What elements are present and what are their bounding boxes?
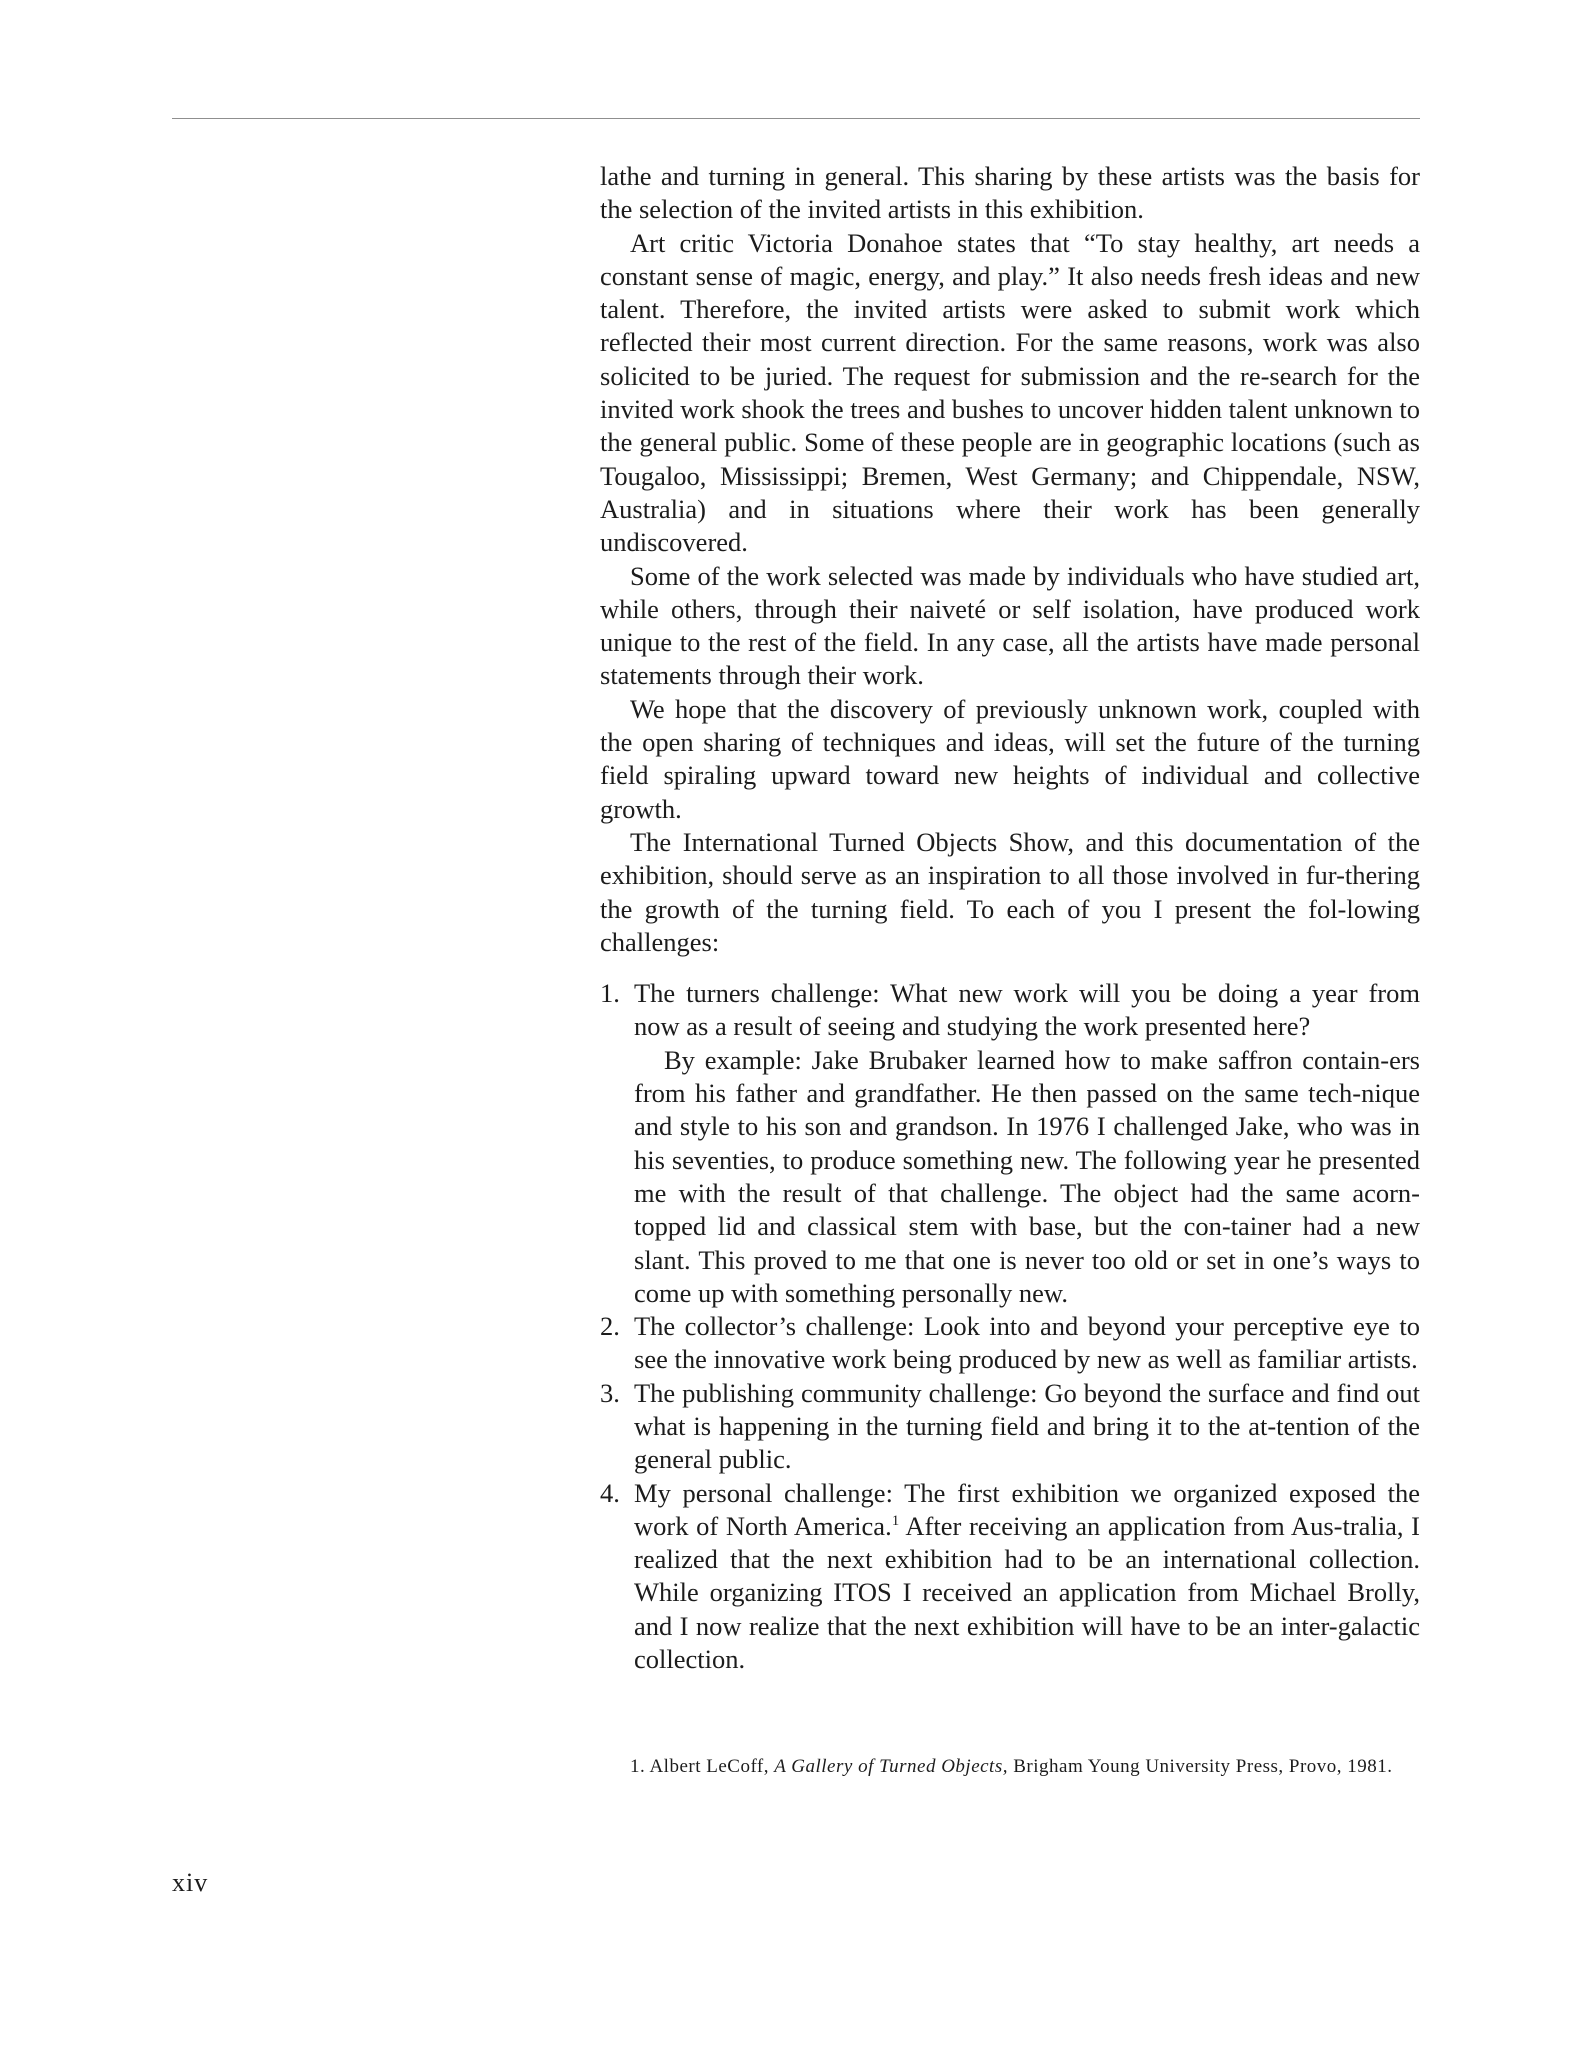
challenge-item — [600, 977, 1420, 1310]
footnote-rest: Brigham Young University Press, Provo, 1981. — [1007, 1756, 1393, 1777]
challenge-text — [634, 1477, 1420, 1677]
paragraph: The International Turned Objects Show, and this documentation of the exhibition, should serve as an inspiration to all those involved in fur-thering the growth of the turning field. To each of you I present the fol-lowing challenges: — [600, 826, 1420, 957]
challenge-text: The turners challenge: What new work will you be doing a year from now as a result of seeing and studying the work presented here? — [634, 978, 1420, 1042]
challenge-number: 1. — [600, 978, 620, 1009]
header-rule — [172, 118, 1420, 119]
paragraph: Some of the work selected was made by individuals who have studied art, while others, through their naiveté or self isolation, have produced work unique to the rest of the field. In any case, all the artists have made personal statements through their work. — [600, 560, 1420, 691]
challenge-number: 4. — [600, 1477, 620, 1508]
challenge-list — [600, 977, 1420, 1676]
challenge-text: The collector’s challenge: Look into and beyond your perceptive eye to see the innovative work being produced by new as well as familiar artists. — [634, 1311, 1420, 1375]
challenge-text-part: After receiving an application from Aus-tralia, I realized that the next exhibition had to be an international collection. While organizing ITOS I received an application from Michael Brolly, and I now realize that the next exhibition will have to be an inter-galactic collection. — [634, 1510, 1420, 1675]
paragraph: Art critic Victoria Donahoe states that “To stay healthy, art needs a constant sense of magic, energy, and play.” It also needs fresh ideas and new talent. Therefore, the invited artists were asked to submit work which reflected their most current direction. For the same reasons, work was also solicited to be juried. The request for submission and the re-search for the invited work shook the trees and bushes to uncover hidden talent unknown to the general public. Some of these people are in geographic locations (such as Tougaloo, Mississippi; Bremen, West Germany; and Chippendale, NSW, Australia) and in situations where their work has been generally undiscovered. — [600, 227, 1420, 558]
challenge-number: 2. — [600, 1311, 620, 1342]
challenge-text: The publishing community challenge: Go beyond the surface and find out what is happening in the turning field and bring it to the at-tention of the general public. — [634, 1377, 1420, 1475]
footnote-marker: 1. Albert LeCoff, — [630, 1756, 775, 1777]
challenge-text-part: My personal challenge: The first exhibition we organized exposed the work of North America. — [634, 1477, 1420, 1541]
paragraph: We hope that the discovery of previously unknown work, coupled with the open sharing of techniques and ideas, will set the future of the turning field spiraling upward toward new heights of individual and collective growth. — [600, 693, 1420, 824]
footnote-reference: 1 — [891, 1513, 900, 1530]
footnote-title: A Gallery of Turned Objects, — [774, 1756, 1008, 1777]
paragraph: lathe and turning in general. This sharing by these artists was the basis for the selection of the invited artists in this exhibition. — [600, 161, 1420, 225]
challenge-item — [600, 1310, 1420, 1377]
page-number: xiv — [172, 1868, 209, 1897]
body-text — [600, 160, 1420, 1676]
challenge-number: 3. — [600, 1377, 620, 1408]
challenge-example: By example: Jake Brubaker learned how to make saffron contain-ers from his father and grandfather. He then passed on the same tech-nique and style to his son and grandson. In 1976 I challenged Jake, who was in his seventies, to produce something new. The following year he presented me with the result of that challenge. The object had the same acorn-topped lid and classical stem with base, but the con-tainer had a new slant. This proved to me that one is never too old or set in one’s ways to come up with something personally new. — [634, 1044, 1420, 1308]
challenge-item — [600, 1477, 1420, 1677]
footnote — [600, 1752, 1420, 1782]
challenge-item — [600, 1377, 1420, 1477]
